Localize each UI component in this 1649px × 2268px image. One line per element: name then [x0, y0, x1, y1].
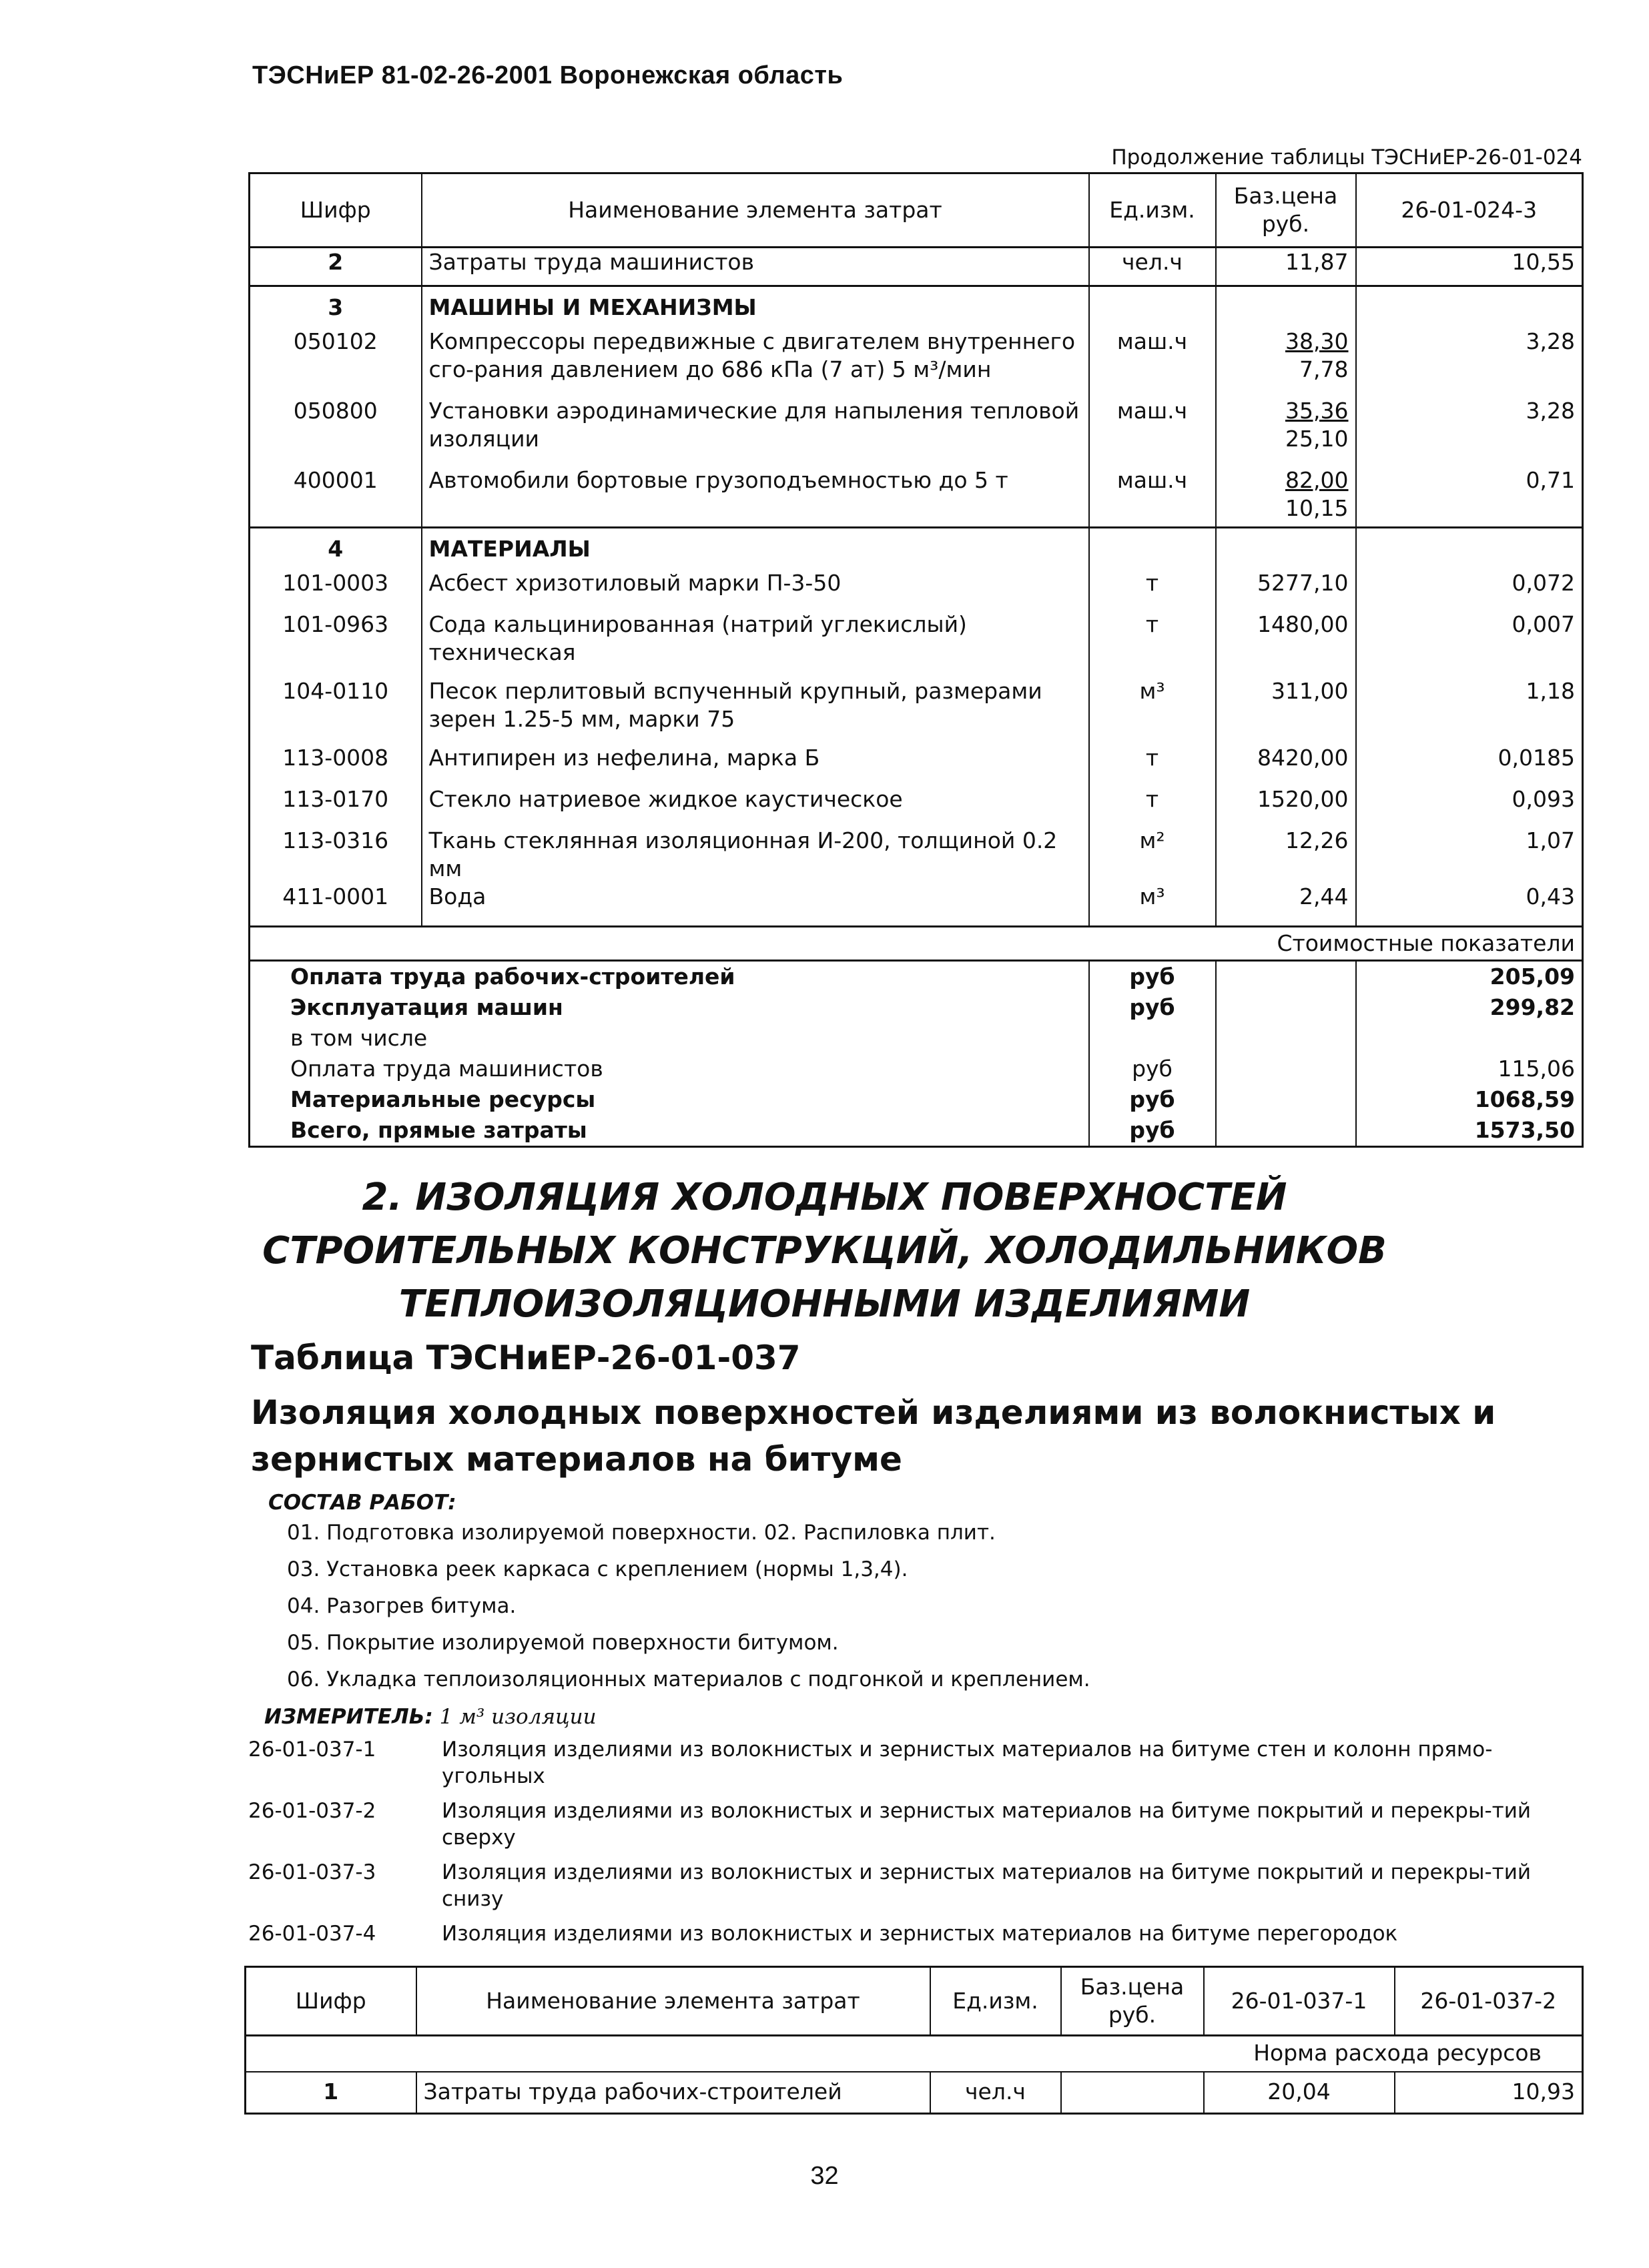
row-unit: м²: [1089, 827, 1216, 883]
cost-value: 1573,50: [1356, 1115, 1583, 1147]
norm-code: 26-01-037-3: [248, 1860, 376, 1884]
cost-unit: [1089, 1023, 1216, 1054]
row-price: 2,44: [1216, 883, 1356, 927]
header-norm-1: 26-01-037-1: [1204, 1967, 1395, 2036]
section-heading-line-1: 2. ИЗОЛЯЦИЯ ХОЛОДНЫХ ПОВЕРХНОСТЕЙ: [362, 1176, 1287, 1219]
header-price: Баз.цена руб.: [1216, 173, 1356, 248]
row-price: 11,87: [1216, 248, 1356, 286]
table-row: [250, 328, 1583, 397]
page-number: 32: [810, 2162, 839, 2190]
cost-unit: руб: [1089, 961, 1216, 993]
row-unit: маш.ч: [1089, 328, 1216, 397]
cost-row: [250, 992, 1583, 1023]
norm-code: 26-01-037-4: [248, 1922, 376, 1946]
resource-table-26-01-037: [244, 1966, 1584, 2115]
measure-caption: ИЗМЕРИТЕЛЬ:: [264, 1705, 433, 1729]
row-name: Сода кальцинированная (натрий углекислый) техническая: [422, 611, 1089, 677]
norm-description: Изоляция изделиями из волокнистых и зернистых материалов на битуме покрытий и перекры-тий сверху: [442, 1799, 1531, 1850]
list-item: 04. Разогрев битума.: [287, 1594, 517, 1618]
section-code: 4: [250, 528, 422, 569]
table-row: [250, 883, 1583, 927]
row-name: Вода: [422, 883, 1089, 927]
header-code: Шифр: [295, 1988, 366, 2014]
cost-row: [250, 961, 1583, 993]
price-main: 82,00: [1285, 466, 1349, 493]
row-value: 0,093: [1356, 785, 1583, 827]
row-value: 1,18: [1356, 677, 1583, 744]
table-row: [250, 397, 1583, 466]
row-name: Стекло натриевое жидкое каустическое: [422, 785, 1089, 827]
row-unit: чел.ч: [1089, 248, 1216, 286]
norm-code: 26-01-037-1: [248, 1738, 376, 1762]
cost-label: Материальные ресурсы: [290, 1086, 596, 1112]
section-title: МАШИНЫ И МЕХАНИЗМЫ: [422, 286, 1089, 328]
row-value: 0,0185: [1356, 744, 1583, 785]
header-unit: Ед.изм.: [930, 1967, 1061, 2036]
table-row: [250, 677, 1583, 744]
row-code: 113-0170: [282, 785, 389, 812]
row-code: 1: [323, 2078, 339, 2105]
cost-unit: руб: [1089, 1054, 1216, 1084]
row-price: 5277,10: [1216, 569, 1356, 611]
table-row: [246, 2072, 1583, 2114]
norm-caption-row: [246, 2036, 1583, 2072]
row-code: 101-0963: [282, 611, 389, 637]
section-title: МАТЕРИАЛЫ: [422, 528, 1089, 569]
table-row: [250, 785, 1583, 827]
table-continuation-note: Продолжение таблицы ТЭСНиЕР-26-01-024: [1111, 145, 1582, 169]
list-item: 06. Укладка теплоизоляционных материалов с подгонкой и креплением.: [287, 1667, 1090, 1691]
header-norm: 26-01-024-3: [1356, 173, 1583, 248]
section-heading-line-3: ТЕПЛОИЗОЛЯЦИОННЫМИ ИЗДЕЛИЯМИ: [398, 1282, 1251, 1326]
price-main: 35,36: [1285, 397, 1349, 424]
list-item: [248, 1798, 1583, 1858]
table-row: [250, 248, 1583, 286]
row-value: 0,43: [1356, 883, 1583, 927]
cost-label: Оплата труда машинистов: [290, 1056, 603, 1082]
cost-unit: руб: [1089, 1084, 1216, 1115]
row-name: Песок перлитовый вспученный крупный, размерами зерен 1.25-5 мм, марки 75: [422, 677, 1089, 744]
cost-label: в том числе: [290, 1025, 428, 1051]
cost-value: 115,06: [1356, 1054, 1583, 1084]
row-value-1: 20,04: [1204, 2072, 1395, 2114]
table-row: [250, 569, 1583, 611]
cost-unit: руб: [1089, 992, 1216, 1023]
list-item: 01. Подготовка изолируемой поверхности. 02. Распиловка плит.: [287, 1521, 996, 1545]
list-item: [248, 1736, 1583, 1796]
cost-row: [250, 1054, 1583, 1084]
cost-label: Оплата труда рабочих-строителей: [250, 961, 1089, 993]
section-heading-line-2: СТРОИТЕЛЬНЫХ КОНСТРУКЦИЙ, ХОЛОДИЛЬНИКОВ: [262, 1229, 1387, 1272]
row-unit: т: [1089, 744, 1216, 785]
works-list: [287, 1515, 1090, 1698]
row-code: 050102: [293, 328, 378, 354]
table-header-row: [246, 1967, 1583, 2036]
cost-row: [250, 1115, 1583, 1147]
row-value: 1,07: [1356, 827, 1583, 883]
running-header: ТЭСНиЕР 81-02-26-2001 Воронежская область: [252, 61, 844, 89]
row-unit: маш.ч: [1089, 466, 1216, 528]
price-wages: 7,78: [1299, 356, 1349, 382]
row-unit: маш.ч: [1089, 397, 1216, 466]
table-row: [250, 466, 1583, 528]
row-value: 0,71: [1356, 466, 1583, 528]
row-name: Антипирен из нефелина, марка Б: [422, 744, 1089, 785]
measure-value: 1 м³ изоляции: [439, 1705, 597, 1729]
header-name: Наименование элемента затрат: [416, 1967, 930, 2036]
norm-description: Изоляция изделиями из волокнистых и зернистых материалов на битуме перегородок: [442, 1922, 1398, 1946]
row-value: 3,28: [1356, 397, 1583, 466]
row-code: 104-0110: [282, 677, 389, 704]
row-value: 10,55: [1356, 248, 1583, 286]
list-item: 05. Покрытие изолируемой поверхности битумом.: [287, 1631, 839, 1655]
row-unit: м³: [1089, 883, 1216, 927]
works-caption: СОСТАВ РАБОТ:: [268, 1491, 456, 1515]
table-row: [250, 827, 1583, 883]
row-unit: т: [1089, 785, 1216, 827]
list-item: 03. Установка реек каркаса с креплением (нормы 1,3,4).: [287, 1557, 908, 1581]
section-row-materials: [250, 528, 1583, 569]
header-name: Наименование элемента затрат: [422, 173, 1089, 248]
list-item: [248, 1859, 1583, 1919]
row-price: 8420,00: [1216, 744, 1356, 785]
row-code: 101-0003: [282, 569, 389, 596]
row-price: 311,00: [1216, 677, 1356, 744]
row-price: [1061, 2072, 1204, 2114]
row-code: 400001: [293, 466, 378, 493]
row-code: 2: [328, 249, 344, 275]
row-name: Ткань стеклянная изоляционная И-200, толщиной 0.2 мм: [422, 827, 1089, 883]
cost-value: 299,82: [1356, 992, 1583, 1023]
row-value: 0,007: [1356, 611, 1583, 677]
price-wages: 25,10: [1285, 425, 1349, 452]
table-row: [250, 744, 1583, 785]
row-name: Автомобили бортовые грузоподъемностью до 5 т: [422, 466, 1089, 528]
row-name: Затраты труда машинистов: [422, 248, 1089, 286]
cost-label: Эксплуатация машин: [290, 994, 563, 1020]
row-price: [1216, 466, 1356, 528]
cost-value: [1356, 1023, 1583, 1054]
row-price: [1216, 328, 1356, 397]
norm-description: Изоляция изделиями из волокнистых и зернистых материалов на битуме покрытий и перекры-тий снизу: [442, 1860, 1531, 1911]
row-unit: м³: [1089, 677, 1216, 744]
table-title: Изоляция холодных поверхностей изделиями из волокнистых и зернистых материалов на битуме: [251, 1393, 1496, 1479]
cost-unit: руб: [1089, 1115, 1216, 1147]
cost-value: 1068,59: [1356, 1084, 1583, 1115]
section-row-machines: [250, 286, 1583, 328]
measure-line: [264, 1705, 597, 1729]
row-value: 0,072: [1356, 569, 1583, 611]
cost-row: [250, 1084, 1583, 1115]
row-price: 1480,00: [1216, 611, 1356, 677]
table-number-heading: Таблица ТЭСНиЕР-26-01-037: [251, 1339, 801, 1377]
row-name: Асбест хризотиловый марки П-3-50: [422, 569, 1089, 611]
resource-table-26-01-024: [248, 172, 1584, 1148]
cost-row: [250, 1023, 1583, 1054]
row-price: 1520,00: [1216, 785, 1356, 827]
norm-description: Изоляция изделиями из волокнистых и зернистых материалов на битуме стен и колонн прямо-угольных: [442, 1738, 1493, 1788]
norm-caption: Норма расхода ресурсов: [246, 2036, 1583, 2072]
cost-caption: Стоимостные показатели: [250, 927, 1583, 961]
section-code: 3: [250, 286, 422, 328]
row-price: [1216, 397, 1356, 466]
header-norm-2: 26-01-037-2: [1395, 1967, 1583, 2036]
header-code: Шифр: [250, 173, 422, 248]
price-main: 38,30: [1285, 328, 1349, 354]
cost-value: 205,09: [1356, 961, 1583, 993]
cost-caption-row: [250, 927, 1583, 961]
table-row: [250, 611, 1583, 677]
norm-code: 26-01-037-2: [248, 1799, 376, 1823]
header-unit: Ед.изм.: [1089, 173, 1216, 248]
row-value: 3,28: [1356, 328, 1583, 397]
row-code: 050800: [293, 397, 378, 424]
cost-label: Всего, прямые затраты: [290, 1117, 587, 1143]
row-name: Установки аэродинамические для напыления тепловой изоляции: [422, 397, 1089, 466]
list-item: [248, 1920, 1583, 1950]
header-price: Баз.цена руб.: [1061, 1967, 1204, 2036]
price-wages: 10,15: [1285, 494, 1349, 521]
row-unit: чел.ч: [930, 2072, 1061, 2114]
row-value-2: 10,93: [1395, 2072, 1583, 2114]
row-code: 411-0001: [282, 883, 389, 909]
row-code: 113-0008: [282, 744, 389, 771]
row-price: 12,26: [1216, 827, 1356, 883]
table-header-row: [250, 173, 1583, 248]
row-code: 113-0316: [282, 827, 389, 853]
row-name: Компрессоры передвижные с двигателем внутреннего сго-рания давлением до 686 кПа (7 ат) 5 м³/мин: [422, 328, 1089, 397]
row-name: Затраты труда рабочих-строителей: [416, 2072, 930, 2114]
row-unit: т: [1089, 569, 1216, 611]
row-unit: т: [1089, 611, 1216, 677]
